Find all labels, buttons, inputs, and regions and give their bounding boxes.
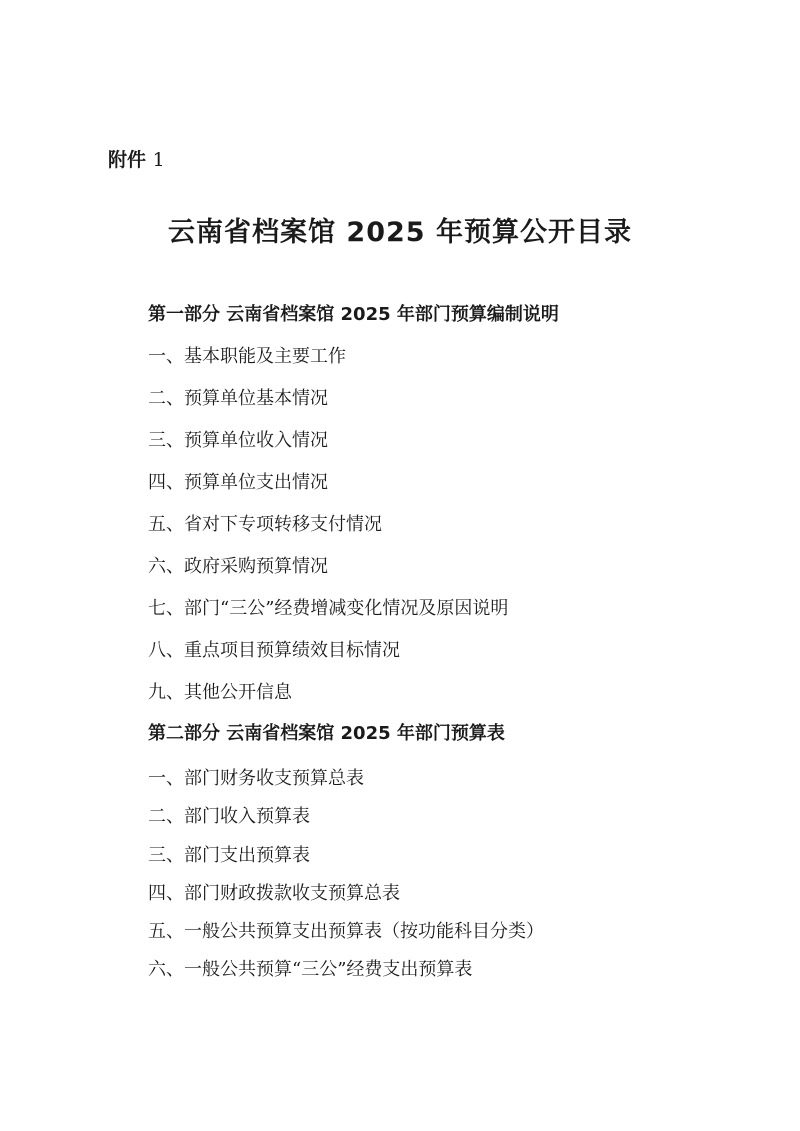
part2-item: 二、部门收入预算表 (148, 806, 310, 827)
part2-item: 五、一般公共预算支出预算表（按功能科目分类） (148, 921, 544, 942)
attachment-label-text: 附件 (108, 149, 147, 171)
part2-item: 六、一般公共预算“三公”经费支出预算表 (148, 959, 473, 980)
part1-heading: 第一部分 云南省档案馆 2025 年部门预算编制说明 (148, 304, 559, 325)
part1-item: 七、部门“三公”经费增减变化情况及原因说明 (148, 598, 509, 619)
part1-item: 三、预算单位收入情况 (148, 430, 328, 451)
part1-item: 九、其他公开信息 (148, 682, 292, 703)
document-title: 云南省档案馆 2025 年预算公开目录 (168, 217, 632, 248)
part2-item: 三、部门支出预算表 (148, 845, 310, 866)
part1-item: 六、政府采购预算情况 (148, 556, 328, 577)
part1-item: 二、预算单位基本情况 (148, 388, 328, 409)
part1-item: 四、预算单位支出情况 (148, 472, 328, 493)
part1-item: 一、基本职能及主要工作 (148, 346, 346, 367)
attachment-number: 1 (152, 149, 165, 171)
part2-heading: 第二部分 云南省档案馆 2025 年部门预算表 (148, 723, 505, 744)
attachment-label (108, 145, 165, 172)
part1-item: 五、省对下专项转移支付情况 (148, 514, 382, 535)
part2-item: 一、部门财务收支预算总表 (148, 768, 364, 789)
part2-item: 四、部门财政拨款收支预算总表 (148, 883, 400, 904)
part1-item: 八、重点项目预算绩效目标情况 (148, 640, 400, 661)
